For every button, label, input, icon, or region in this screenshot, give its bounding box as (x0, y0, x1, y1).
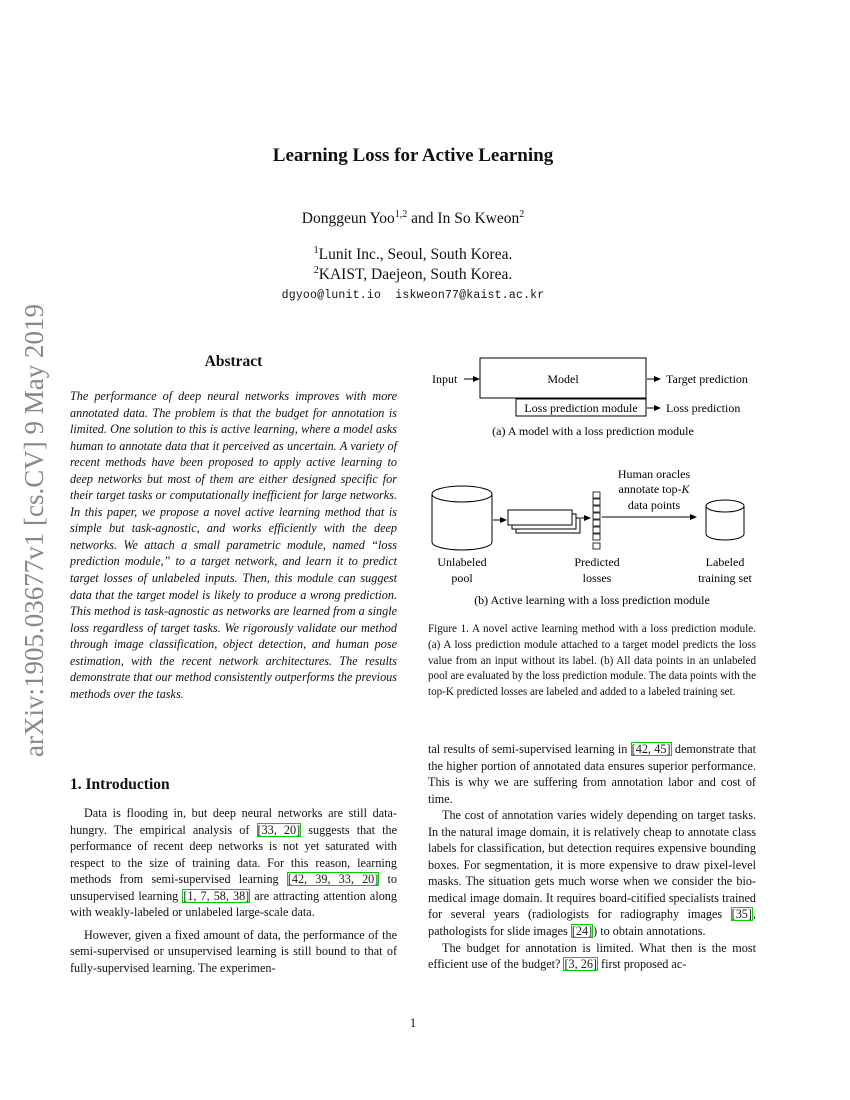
intro-paragraph-1: Data is flooding in, but deep neural networks are still data-hungry. The empirical analysis of [33, 20] suggests that the performance of recent deep networks is not yet saturated with respect to the size of training data. For this reason, learning methods from semi-supervised learning [42, 39, 33, 20] to unsupervised learning [1, 7, 58, 38] are attracting attention along with weakly-labeled or unlabeled large-scale data. (70, 806, 397, 920)
intro-paragraph-2: However, given a fixed amount of data, the performance of the semi-supervised or unsupervised learning is still bound to that of fully-supervised learning. The experimen- (70, 927, 397, 975)
fig-b-oracles-line-1: Human oracles (617, 467, 691, 481)
model-stack-icon (508, 510, 580, 533)
figure-1-diagram (420, 350, 770, 615)
fig-b-subcaption: (b) Active learning with a loss prediction module (474, 593, 710, 607)
citation-link[interactable]: [3, 26] (564, 957, 597, 972)
labeled-set-icon (706, 500, 744, 540)
predicted-losses-column (593, 492, 600, 549)
figure-1-caption: Figure 1. A novel active learning method with a loss prediction module. (a) A loss prediction module attached to a target model predicts the loss value from an input without its label. (b) All data points in an unlabeled pool are evaluated by the loss prediction module. The data points with the top-K predicted losses are labeled and added to a labeled training set. (428, 623, 756, 699)
fig-b-predicted-line-1: Predicted (574, 555, 620, 569)
arxiv-stamp-text: arXiv:1905.03677v1 [cs.CV] 9 May 2019 (18, 303, 49, 757)
right-paragraph-3: The budget for annotation is limited. What then is the most efficient use of the budget? [3, 26] first proposed ac- (428, 940, 756, 972)
right-column-body (428, 741, 756, 973)
introduction-body (70, 805, 397, 976)
fig-a-subcaption: (a) A model with a loss prediction module (492, 424, 694, 438)
fig-a-loss-module-label: Loss prediction module (524, 401, 638, 415)
citation-link[interactable]: [33, 20] (257, 822, 301, 837)
fig-b-oracles-line-3: data points (627, 498, 681, 512)
author-line (0, 210, 826, 228)
citation-link[interactable]: [1, 7, 58, 38] (183, 888, 250, 903)
right-paragraph-2: The cost of annotation varies widely depending on target tasks. In the natural image domain, it is relatively cheap to annotate class labels for classification, but detection requires expensive bounding boxes. For segmentation, it is more expensive to draw pixel-level masks. The situation gets much worse when we consider the bio-medical image domain. It requires board-citified specialists trained for several years (radiologists for radiography images [35], pathologists for slide images [24]) to obtain annotations. (428, 808, 756, 939)
introduction-heading: 1. Introduction (70, 776, 170, 793)
author-1: Donggeun Yoo (301, 210, 395, 227)
arxiv-stamp (8, 290, 60, 770)
fig-b-unlabeled-line-1: Unlabeled (437, 555, 487, 569)
citation-link[interactable]: [35] (731, 907, 752, 922)
right-paragraph-1: tal results of semi-supervised learning in [42, 45] demonstrate that the higher portion of annotated data ensures superior performance. This is why we are suffering from annotation labor and cost of time. (428, 742, 757, 806)
fig-b-predicted-line-2: losses (582, 571, 612, 585)
fig-b-labeled-line-1: Labeled (705, 555, 745, 569)
abstract-heading: Abstract (204, 353, 263, 370)
affiliation-1: $^1$Lunit Inc., Seoul, South Korea. (313, 245, 513, 263)
author-2: and In So Kweon (407, 210, 520, 227)
fig-a-target-prediction: Target prediction (666, 372, 748, 386)
author-2-sup: 2 (519, 209, 525, 220)
citation-link[interactable]: [24] (571, 924, 593, 939)
citation-link[interactable]: [42, 39, 33, 20] (287, 872, 379, 887)
author-1-sup: 1,2 (394, 209, 408, 220)
page-number: 1 (409, 1016, 417, 1030)
fig-a-loss-prediction: Loss prediction (666, 401, 741, 415)
author-emails: dgyoo@lunit.io iskweon77@kaist.ac.kr (281, 289, 545, 302)
affiliation-2: $^2$KAIST, Daejeon, South Korea. (313, 265, 513, 283)
abstract-text: The performance of deep neural networks improves with more annotated data. The problem is that the budget for annotation is limited. One solution to this is active learning, where a model asks human to annotate data that it perceived as uncertain. A variety of recent methods have been proposed to apply active learning to deep networks but most of them are either designed specific for their target tasks or computationally inefficient for large networks. In this paper, we propose a novel active learning method that is simple but task-agnostic, and works efficiently with the deep networks. We attach a small parametric module, named “loss prediction module,” to a target network, and learn it to predict target losses of unlabeled inputs. Then, this module can suggest data that the target model is likely to produce a wrong prediction. This method is task-agnostic as networks are learned from a single loss regardless of target tasks. We rigorously validate our method through image classification, object detection, and human pose estimation, with the recent network architectures. The results demonstrate that our method consistently outperforms the previous methods over the tasks. (70, 389, 397, 701)
citation-link[interactable]: [42, 45] (631, 742, 671, 756)
fig-b-oracles-line-2: annotate top-K (618, 482, 690, 496)
fig-a-model-label: Model (547, 372, 579, 386)
fig-a-input-label: Input (432, 372, 458, 386)
fig-b-unlabeled-line-2: pool (451, 571, 473, 585)
fig-b-labeled-line-2: training set (698, 571, 752, 585)
unlabeled-pool-icon (432, 486, 492, 550)
paper-title: Learning Loss for Active Learning (272, 145, 554, 166)
